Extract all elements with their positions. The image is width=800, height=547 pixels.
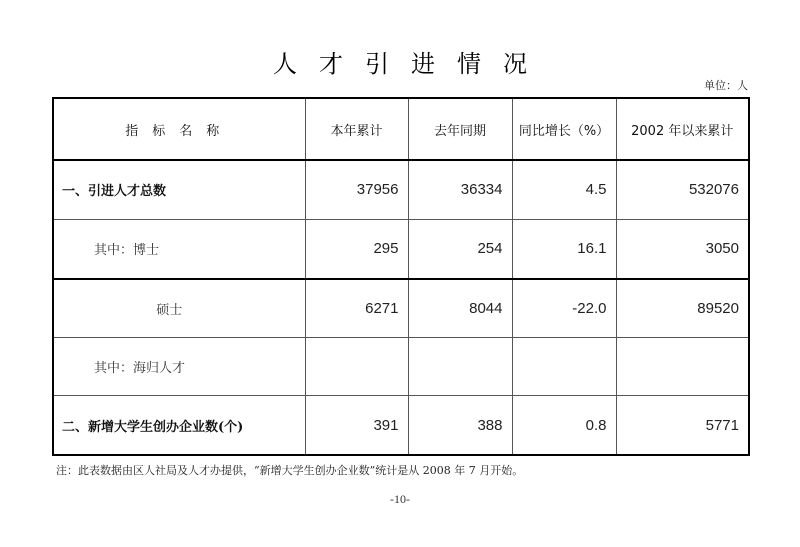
header-current-year: 本年累计 [305, 98, 408, 160]
page-number: -10- [390, 492, 410, 506]
cell-current-year [305, 338, 408, 396]
page-title: 人才引进情况 [273, 50, 549, 78]
cell-since-2002 [616, 338, 749, 396]
table-row [53, 396, 749, 455]
cell-last-year [408, 338, 512, 396]
cell-growth [512, 338, 616, 396]
cell-growth: 16.1 [512, 219, 616, 278]
cell-current-year: 6271 [305, 279, 408, 338]
table-row [53, 160, 749, 219]
cell-since-2002: 89520 [616, 279, 749, 338]
unit-label: 单位：人 [704, 79, 748, 92]
table-header-row [53, 98, 749, 160]
cell-last-year: 254 [408, 219, 512, 278]
cell-last-year: 8044 [408, 279, 512, 338]
header-growth: 同比增长（%） [512, 98, 616, 160]
cell-last-year: 388 [408, 396, 512, 455]
row-label: 硕士 [53, 279, 305, 338]
cell-last-year: 36334 [408, 160, 512, 219]
table-row [53, 219, 749, 278]
table-row [53, 338, 749, 396]
table-row [53, 279, 749, 338]
cell-current-year: 37956 [305, 160, 408, 219]
cell-current-year: 295 [305, 219, 408, 278]
cell-growth: 0.8 [512, 396, 616, 455]
footnote: 注：此表数据由区人社局及人才办提供，“新增大学生创办企业数”统计是从 2008 年 7 月开始。 [56, 464, 524, 477]
cell-growth: 4.5 [512, 160, 616, 219]
header-indicator-name: 指标名称 [53, 98, 305, 160]
row-label: 其中：博士 [53, 219, 305, 278]
talent-introduction-table [52, 97, 750, 456]
header-last-year: 去年同期 [408, 98, 512, 160]
cell-since-2002: 3050 [616, 219, 749, 278]
row-label: 二、新增大学生创办企业数(个) [53, 396, 305, 455]
cell-since-2002: 532076 [616, 160, 749, 219]
cell-since-2002: 5771 [616, 396, 749, 455]
row-label: 其中：海归人才 [53, 338, 305, 396]
cell-current-year: 391 [305, 396, 408, 455]
row-label: 一、引进人才总数 [53, 160, 305, 219]
cell-growth: -22.0 [512, 279, 616, 338]
header-since-2002: 2002 年以来累计 [616, 98, 749, 160]
